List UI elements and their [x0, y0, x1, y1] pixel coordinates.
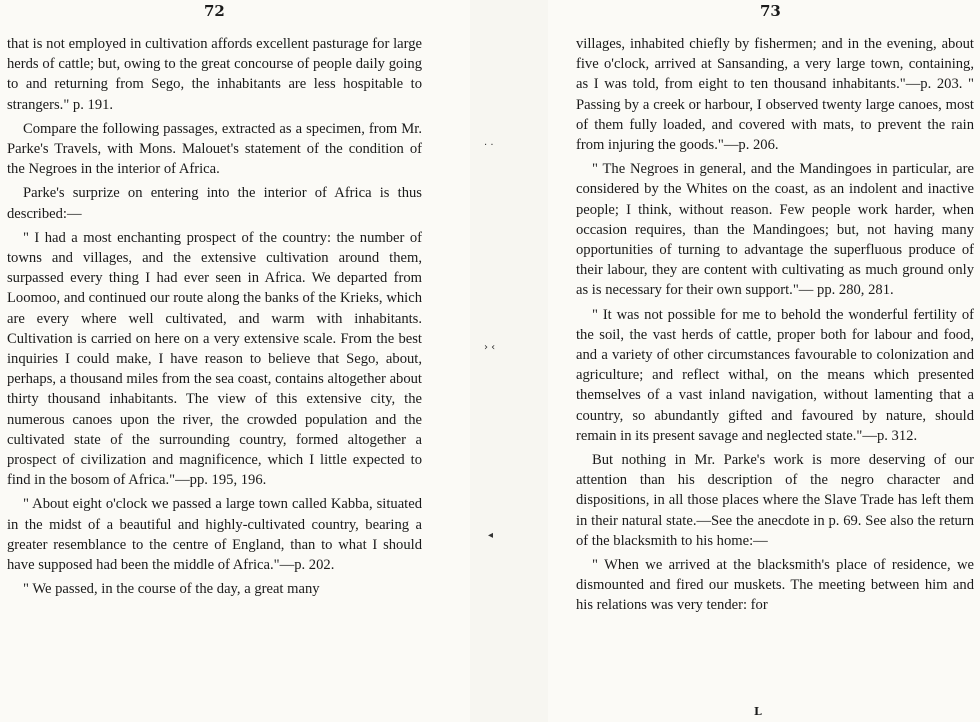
left-page-text — [7, 34, 422, 603]
left-paragraph-4: " I had a most enchanting prospect of the country: the number of towns and villages, and the extensive cultivation around them, surpassed every thing I had ever seen in Africa. We departed from Loomoo, and continued our route along the banks of the Krieks, which are every where well cultivated, and warm with inhabitants. Cultivation is carried on here on a very extensive scale. From the best inquiries I could make, I have reason to believe that Sego, about, perhaps, a thousand miles from the sea coast, contains altogether about thirty thousand inhabitants. The view of this extensive city, the numerous canoes upon the river, the crowded population and the cultivated state of the surrounding country, formed altogether a prospect of civilization and magnificence, which I little expected to find in the bosom of Africa."—pp. 195, 196. — [7, 229, 422, 489]
right-page — [548, 0, 980, 722]
gutter-speck: › ‹ — [484, 342, 496, 353]
left-paragraph-2: Compare the following passages, extracted as a specimen, from Mr. Parke's Travels, with Mons. Malouet's statement of the condition of the Negroes in the interior of Africa. — [7, 120, 422, 178]
left-page — [0, 0, 470, 722]
gutter-speck: ◂ — [488, 530, 494, 541]
left-paragraph-6: " We passed, in the course of the day, a great many — [23, 581, 320, 598]
gutter-speck: · · — [484, 140, 494, 151]
right-page-number: 73 — [760, 2, 781, 20]
signature-mark: L — [754, 705, 762, 718]
right-paragraph-2: " The Negroes in general, and the Mandingoes in particular, are considered by the Whites on the coast, as an indolent and inactive people; I think, without reason. Few people work harder, when occasion requires, than the Mandingoes; but, not having many opportunities of turning to advantage the superfluous produce of their labour, they are content with cultivating as much ground only as is necessary for their own support."— pp. 280, 281. — [576, 161, 974, 299]
left-paragraph-3: Parke's surprize on entering into the interior of Africa is thus described:— — [7, 185, 422, 222]
right-paragraph-3: " It was not possible for me to behold the wonderful fertility of the soil, the vast herds of cattle, proper both for labour and food, and a variety of other circumstances favourable to colonization and agriculture; and reflect withal, on the means which presented themselves of a vast inland navigation, without lamenting that a country, so abundantly gifted and favoured by nature, should remain in its present savage and neglected state."—p. 312. — [576, 306, 974, 444]
left-paragraph-1: that is not employed in cultivation affords excellent pasturage for large herds of cattle; but, owing to the great concourse of people daily going to and returning from Sego, the inhabitants are less hospitable to strangers." p. 191. — [7, 36, 422, 113]
left-page-number: 72 — [204, 2, 225, 20]
left-paragraph-5: " About eight o'clock we passed a large town called Kabba, situated in the midst of a beautiful and highly-cultivated country, bearing a greater resemblance to the centre of England, than to what I should have supposed had been the middle of Africa."—p. 202. — [7, 496, 422, 574]
right-page-text — [576, 34, 974, 620]
right-paragraph-4: But nothing in Mr. Parke's work is more deserving of our attention than his description of the negro character and dispositions, in all those places where the Slave Trade has left them in their natural state.—See the anecdote in p. 69. See also the return of the blacksmith to his home:— — [576, 452, 974, 549]
right-paragraph-1: villages, inhabited chiefly by fishermen; and in the evening, about five o'clock, arrived at Sansanding, a very large town, containing, as I was told, from eight to ten thousand inhabitants."—p. 203. " Passing by a creek or harbour, I observed twenty large canoes, most of them fully loaded, and covered with mats, to prevent the rain from injuring the goods."—p. 206. — [576, 36, 974, 154]
right-paragraph-5: " When we arrived at the blacksmith's place of residence, we dismounted and fired our muskets. The meeting between him and his relations was very tender: for — [576, 557, 974, 614]
book-gutter — [470, 0, 548, 722]
